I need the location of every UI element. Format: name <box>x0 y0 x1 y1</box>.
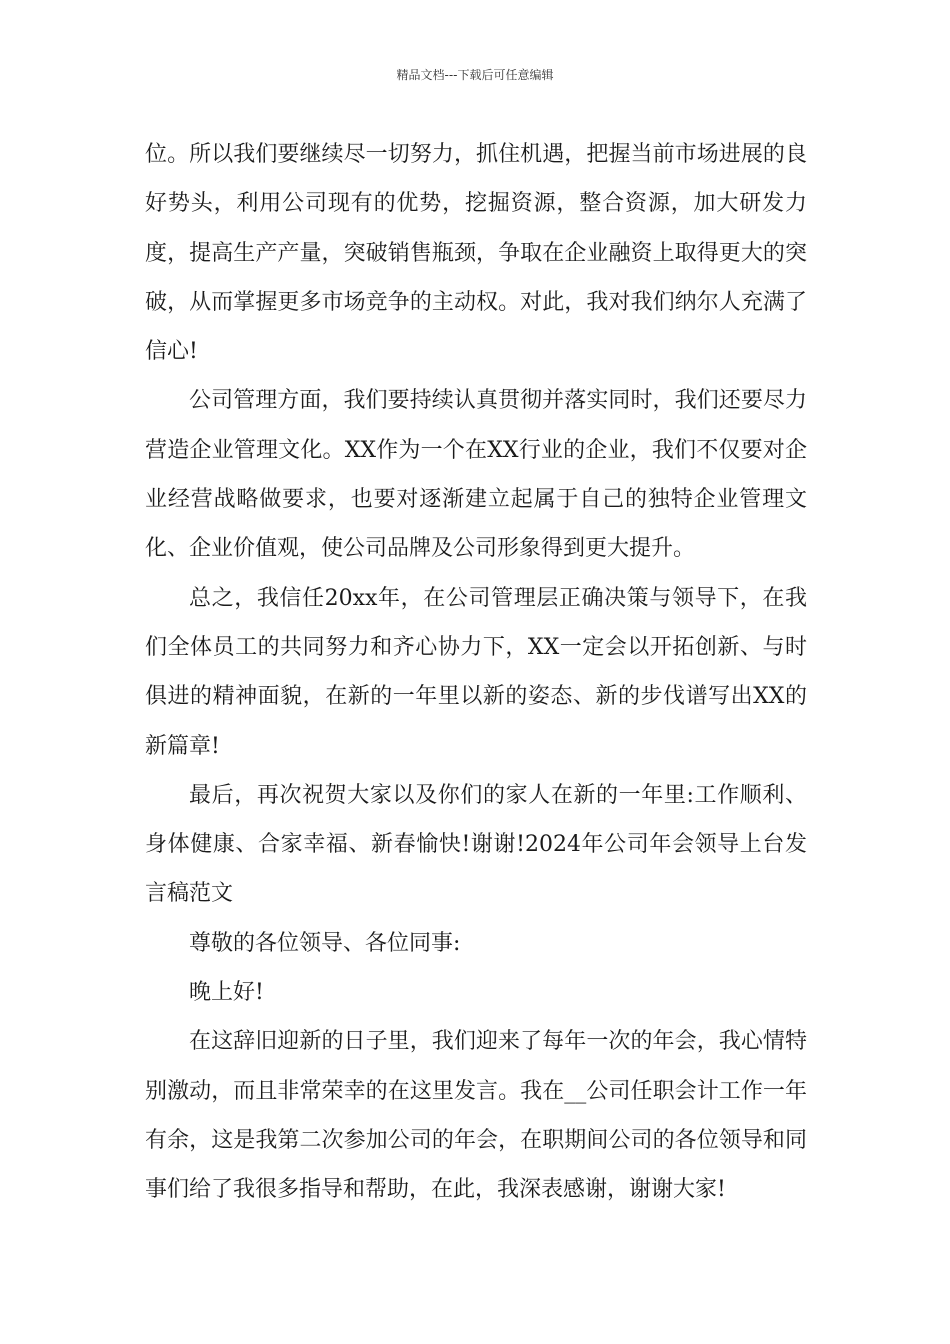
paragraph-summary: 总之，我信任20xx年，在公司管理层正确决策与领导下，在我们全体员工的共同努力和齐心协力下，XX一定会以开拓创新、与时俱进的精神面貌，在新的一年里以新的姿态、新的步伐谱写出XX的新篇章! <box>145 585 807 759</box>
paragraph-salutation: 尊敬的各位领导、各位同事: <box>189 930 461 956</box>
paragraph-management: 公司管理方面，我们要持续认真贯彻并落实同时，我们还要尽力营造企业管理文化。XX作为一个在XX行业的企业，我们不仅要对企业经营战略做要求，也要对逐渐建立起属于自己的独特企业管理文化、企业价值观，使公司品牌及公司形象得到更大提升。 <box>145 388 807 562</box>
paragraph-speech-opening: 在这辞旧迎新的日子里，我们迎来了每年一次的年会，我心情特别激动，而且非常荣幸的在这里发言。我在__公司任职会计工作一年有余，这是我第二次参加公司的年会，在职期间公司的各位领导和同事们给了我很多指导和帮助，在此，我深表感谢，谢谢大家! <box>145 1029 807 1203</box>
paragraph-greeting: 晚上好! <box>189 980 264 1006</box>
paragraph-closing: 最后，再次祝贺大家以及你们的家人在新的一年里:工作顺利、身体健康、合家幸福、新春愉快!谢谢!2024年公司年会领导上台发言稿范文 <box>145 782 807 907</box>
document-body <box>145 130 807 1215</box>
page-header: 精品文档---下载后可任意编辑 <box>396 68 554 82</box>
paragraph-continuation: 位。所以我们要继续尽一切努力，抓住机遇，把握当前市场进展的良好势头，利用公司现有的优势，挖掘资源，整合资源，加大研发力度，提高生产产量，突破销售瓶颈，争取在企业融资上取得更大的突破，从而掌握更多市场竞争的主动权。对此，我对我们纳尔人充满了信心! <box>145 142 807 365</box>
